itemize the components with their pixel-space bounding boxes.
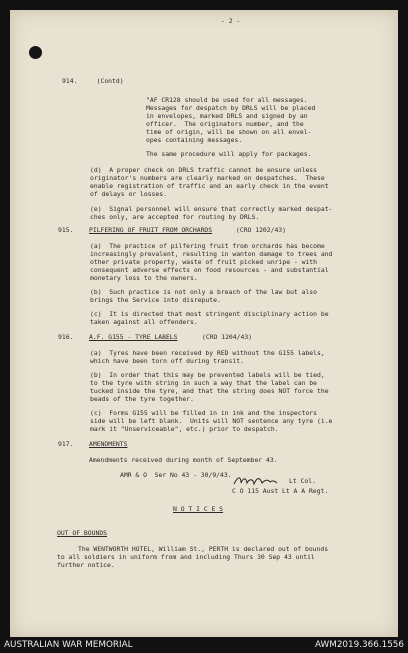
para-917-number: 917. [58,440,74,448]
para-914-packages: The same procedure will apply for packages. [146,150,312,158]
para-915-b-line: brings the Service into disrepute. [90,296,221,304]
para-917-title: AMENDMENTS [89,440,128,448]
para-914-heading: 914. (Contd) [62,77,124,85]
signature-rank: Lt Col. [289,477,316,485]
para-916-number: 916. [58,333,74,341]
footer-accession-number: AWM2019.366.1556 [315,640,404,650]
signature-unit: C O 115 Aust Lt A A Regt. [232,487,329,495]
archive-footer [0,637,408,653]
para-915-number: 915. [58,226,74,234]
punch-hole [29,46,42,59]
para-914-line: opes containing messages. [146,136,243,144]
out-of-bounds-line: The WENTWORTH HOTEL, William St., PERTH is declared out of bounds [78,545,329,553]
para-917-line: Amendments received during month of September 43. [89,456,278,464]
para-914-e-line: (e) Signal personnel will ensure that correctly marked despat- [90,205,333,213]
para-916-b-line: (b) In order that this may be prevented labels will be tied, [90,371,325,379]
para-914-line: time of origin, will be shown on all envel- [146,128,312,136]
para-916-c-line: (c) Forms G155 will be filled in in ink and the inspectors [90,409,318,417]
para-914-line: officer. The originators number, and the [146,120,304,128]
para-916-a-line: (a) Tyres have been received by RED without the G155 labels, [90,349,325,357]
page-number: - 2 - [221,17,241,25]
para-916-c-line: mark it "Unserviceable", etc.) prior to despatch. [90,425,279,433]
notices-heading: N O T I C E S [173,505,224,513]
para-916-title: A.F. G155 - TYRE LABELS [89,333,178,341]
para-915-ref: (CRO 1202/43) [236,226,287,234]
para-915-a-line: (a) The practice of pilfering fruit from orchards has become [90,242,325,250]
para-914-d-line: (d) A proper check on DRLS traffic cannot be ensure unless [90,166,318,174]
para-914-line: Messages for despatch by DRLS will be placed [146,104,316,112]
para-914-d-line: of delays or losses. [90,190,167,198]
para-916-b-line: to the tyre with string in such a way that the label can be [90,379,318,387]
para-914-line: in envelopes, marked DRLS and signed by an [146,112,308,120]
para-915-a-line: monetary loss to the owners. [90,274,198,282]
para-916-b-line: tucked inside the tyre, and that the string does NOT force the [90,387,329,395]
para-915-c-line: taken against all offenders. [90,318,198,326]
para-915-b-line: (b) Such practice is not only a breach of the law but also [90,288,318,296]
para-914-e-line: ches only, are accepted for routing by DRLS. [90,213,260,221]
para-915-c-line: (c) It is directed that most stringent disciplinary action be [90,310,329,318]
out-of-bounds-line: further notice. [57,561,115,569]
out-of-bounds-line: to all soldiers in uniform from and including Thurs 30 Sep 43 until [57,553,315,561]
para-914-d-line: originator's numbers are clearly marked on despatches. These [90,174,325,182]
para-915-title: PILFERING OF FRUIT FROM ORCHARDS [89,226,213,234]
para-914-d-line: enable registration of traffic and an early check in the event [90,182,329,190]
para-915-a-line: increasingly prevalent, resulting in wanton damage to trees and [90,250,333,258]
para-916-c-line: side will be left blank. Units will NOT sentence any tyre (i.e [90,417,333,425]
para-916-ref: (CRO 1204/43) [202,333,253,341]
para-917-line: AMR & O Ser No 43 - 30/9/43. [120,471,232,479]
handwritten-signature [232,474,278,488]
document-page [10,10,398,637]
para-916-a-line: which have been torn off during transit. [90,357,244,365]
footer-institution: AUSTRALIAN WAR MEMORIAL [4,640,133,650]
para-915-a-line: other private property, waste of fruit picked unripe - with [90,258,318,266]
para-914-line: "AF CR128 should be used for all messages. [146,96,308,104]
out-of-bounds-heading: OUT OF BOUNDS [57,529,108,537]
para-916-b-line: beads of the tyre together. [90,395,194,403]
para-915-a-line: consequent adverse effects on food resources - and substantial [90,266,329,274]
